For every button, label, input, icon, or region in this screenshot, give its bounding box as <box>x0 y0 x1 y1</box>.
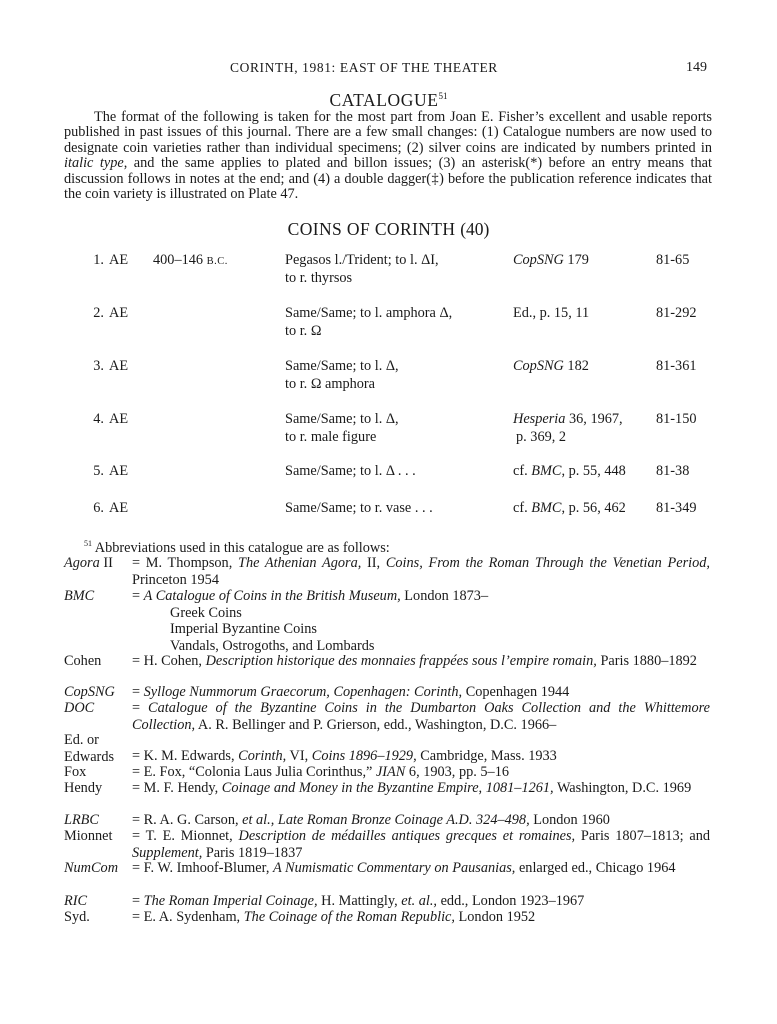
coin-description-line2: to r. thyrsos <box>285 269 353 286</box>
coin-reference: Ed., p. 15, 11 <box>513 305 590 321</box>
intro-text-a: The format of the following is taken for the most part from Joan E. Fisher’s excellent and usable reports published in past issues of this journal. There are a few small changes: (1) Catalogue numbers are now used to designate coin varieties rather than individual specimens; (2) silver coins are indicated by numbers printed in <box>64 109 712 156</box>
def-part: London 1960 <box>529 812 610 828</box>
def-part: = F. W. Imhoof-Blumer, <box>132 860 273 876</box>
coin-reference-italic: CopSNG <box>513 358 564 374</box>
def-part-italic: et. al., <box>401 893 437 909</box>
def-part: = <box>132 700 149 716</box>
footnote-number: 51 <box>84 539 92 548</box>
coin-description: Same/Same; to l. Δ . . . <box>285 463 416 479</box>
coin-number: 1. <box>93 252 104 268</box>
coin-description-line2: to r. male figure <box>285 428 377 445</box>
coins-count: (40) <box>460 219 490 239</box>
sub-item: Greek Coins <box>170 604 242 621</box>
coin-reference-italic: BMC <box>531 463 562 479</box>
def-part-italic: The Athenian Agora, <box>238 555 362 571</box>
abbreviation-definition <box>132 700 710 733</box>
def-part: enlarged ed., Chicago 1964 <box>515 860 676 876</box>
sub-item: Vandals, Ostrogoths, and Lombards <box>170 637 375 654</box>
abbreviation-key: RIC <box>64 893 88 909</box>
def-part-italic: Description de médailles antiques grecques et romaines, <box>238 828 576 844</box>
coin-reference <box>513 500 643 518</box>
abbreviation-key: Mionnet <box>64 828 113 844</box>
def-part: Washington, D.C. 1969 <box>553 780 692 796</box>
def-part: = T. E. Mionnet, <box>132 828 239 844</box>
def-part: = M. Thompson, <box>132 555 238 571</box>
abbreviation-definition <box>132 684 710 701</box>
abbreviation-key <box>64 555 134 572</box>
coin-date <box>153 252 228 271</box>
coin-reference-prefix: cf. <box>513 500 532 516</box>
abbreviation-key: DOC <box>64 700 95 716</box>
footnote-intro-text: Abbreviations used in this catalogue are as follows: <box>92 539 390 556</box>
coin-reference <box>513 411 643 446</box>
coin-number: 2. <box>93 305 104 321</box>
def-part: Cambridge, Mass. 1933 <box>416 748 557 764</box>
def-part: = <box>132 588 144 604</box>
coin-reference-text: , p. 55, 448 <box>561 463 626 479</box>
def-part: edd., London 1923–1967 <box>437 893 585 909</box>
def-part: Paris 1880–1892 <box>596 653 697 669</box>
def-part-italic: Corinth, <box>238 748 287 764</box>
def-part: Copenhagen 1944 <box>462 684 570 700</box>
coin-description <box>285 358 495 393</box>
def-part: = <box>132 893 144 909</box>
coin-description-line1: Pegasos l./Trident; to l. ΔI, <box>285 252 439 268</box>
coin-description <box>285 411 495 446</box>
coin-metal: AE <box>109 500 129 516</box>
abbreviation-key-line1: Ed. or <box>64 732 99 748</box>
coin-metal: AE <box>109 411 129 427</box>
abbreviation-key-line2: Edwards <box>64 748 115 765</box>
coin-reference-text: 182 <box>563 358 589 374</box>
abbreviation-key: Fox <box>64 764 87 780</box>
abbreviation-definition <box>132 764 710 781</box>
coin-description-line1: Same/Same; to l. Δ, <box>285 411 399 427</box>
intro-italic-text: italic type <box>64 155 124 172</box>
abbreviation-definition <box>132 860 710 877</box>
coin-description <box>285 305 495 340</box>
coin-number: 5. <box>93 463 104 479</box>
coin-description <box>285 252 495 287</box>
running-title: CORINTH, 1981: EAST OF THE THEATER <box>230 60 498 75</box>
footnote-mark: 51 <box>438 91 448 102</box>
coins-heading-text: COINS OF CORINTH <box>287 219 456 239</box>
def-part-italic: The Coinage of the Roman Republic, <box>243 909 455 925</box>
abbreviation-definition <box>132 555 710 588</box>
coin-reference-italic: Hesperia <box>513 411 566 427</box>
def-part-italic: Catalogue of the Byzantine Coins in the Dumbarton Oaks Collection and the Whittemore Collection, <box>132 700 710 733</box>
def-part: = E. Fox, “Colonia Laus Julia Corinthus,” <box>132 764 376 780</box>
coin-metal: AE <box>109 305 129 321</box>
catalogue-heading-text: CATALOGUE <box>329 90 439 110</box>
def-part-italic: The Roman Imperial Coinage, <box>143 893 318 909</box>
coins-heading <box>0 219 777 240</box>
def-part-italic: A Catalogue of Coins in the British Museum, <box>143 588 401 604</box>
coin-reference-italic: CopSNG <box>513 252 564 268</box>
sub-item: Imperial Byzantine Coins <box>170 621 317 637</box>
def-part: Princeton 1954 <box>132 571 219 588</box>
coin-reference-text: 36, 1967, <box>565 411 623 427</box>
coin-date-years: 400–146 <box>153 252 204 268</box>
coin-reference-text: , p. 56, 462 <box>561 500 626 516</box>
abbreviation-definition <box>132 588 710 654</box>
def-part-italic: Coinage and Money in the Byzantine Empire, 1081–1261, <box>221 780 554 796</box>
def-part: = K. M. Edwards, <box>132 748 239 764</box>
coin-description-line1: Same/Same; to l. amphora Δ, <box>285 305 453 321</box>
coin-inventory: 81-361 <box>656 358 697 374</box>
abbreviation-key: CopSNG <box>64 684 115 700</box>
coin-number: 3. <box>93 358 104 374</box>
intro-text-b: , and the same applies to plated and billon issues; (3) an asterisk(*) before an entry means that discussion follows in notes at the end; and (4) a double dagger(‡) before the publication reference indicates that the coin variety is illustrated on Plate 47. <box>64 155 712 203</box>
def-part-italic: A Numismatic Commentary on Pausanias, <box>272 860 516 876</box>
def-part-italic: Sylloge Nummorum Graecorum, Copenhagen: Corinth, <box>143 684 463 700</box>
def-part-italic: Description historique des monnaies frappées sous l’empire romain, <box>205 653 597 669</box>
def-part: 6, 1903, pp. 5–16 <box>405 764 509 780</box>
coin-reference <box>513 463 643 481</box>
coin-metal: AE <box>109 252 129 268</box>
def-part: = <box>132 684 144 700</box>
def-part: = E. A. Sydenham, <box>132 909 244 925</box>
abbreviation-key: Hendy <box>64 780 103 796</box>
coin-reference-line2: p. 369, 2 <box>516 428 567 445</box>
coin-metal: AE <box>109 358 129 374</box>
abbreviation-key: LRBC <box>64 812 99 828</box>
def-part: II, <box>361 555 386 571</box>
coin-description-line2: to r. Ω <box>285 322 322 339</box>
catalogue-heading <box>0 90 777 111</box>
abbreviation-definition <box>132 893 710 910</box>
def-part: Paris 1807–1813; and <box>575 828 710 844</box>
intro-paragraph <box>64 110 712 202</box>
def-part: = H. Cohen, <box>132 653 206 669</box>
coin-number: 4. <box>93 411 104 427</box>
def-part: A. R. Bellinger and P. Grierson, edd., Washington, D.C. 1966– <box>195 716 557 733</box>
coin-description: Same/Same; to r. vase . . . <box>285 500 433 516</box>
abbreviation-key: BMC <box>64 588 95 604</box>
coin-reference-text: 179 <box>563 252 589 268</box>
coin-reference-italic: BMC <box>531 500 562 516</box>
def-part: Paris 1819–1837 <box>202 844 303 861</box>
def-part-italic: et al., Late Roman Bronze Coinage A.D. 324–498, <box>242 812 530 828</box>
abbreviation-key: NumCom <box>64 860 119 876</box>
def-part-italic: JIAN <box>375 764 406 780</box>
coin-inventory: 81-38 <box>656 463 690 479</box>
def-part-italic: Supplement, <box>132 844 203 861</box>
def-part-italic: Coins 1896–1929, <box>311 748 417 764</box>
abbreviation-definition <box>132 780 710 797</box>
coin-reference <box>513 358 643 376</box>
def-part-italic: Coins, From the Roman Through the Venetian Period, <box>385 555 710 571</box>
coin-inventory: 81-292 <box>656 305 697 321</box>
coin-number: 6. <box>93 500 104 516</box>
coin-inventory: 81-349 <box>656 500 697 516</box>
coin-description-line2: to r. Ω amphora <box>285 375 376 392</box>
coin-inventory: 81-150 <box>656 411 697 427</box>
abbreviation-definition <box>132 828 710 861</box>
abbreviation-definition <box>132 909 710 926</box>
def-part: = R. A. G. Carson, <box>132 812 243 828</box>
coin-reference-prefix: cf. <box>513 463 532 479</box>
coin-inventory: 81-65 <box>656 252 690 268</box>
coin-reference <box>513 252 643 270</box>
def-part: H. Mattingly, <box>317 893 402 909</box>
abbreviation-definition <box>132 748 710 765</box>
coin-date-era: B.C. <box>206 256 228 267</box>
def-part: London 1952 <box>454 909 536 925</box>
def-part: = M. F. Hendy, <box>132 780 222 796</box>
abbreviation-definition <box>132 812 710 829</box>
abbreviation-key-text: II <box>99 555 113 571</box>
abbreviation-key: Cohen <box>64 653 102 669</box>
def-part: VI, <box>286 748 312 764</box>
page-number: 149 <box>686 60 707 75</box>
abbreviation-key-italic: Agora <box>64 555 100 571</box>
abbreviation-key: Syd. <box>64 909 90 925</box>
def-part: London 1873– <box>400 588 489 604</box>
coin-description-line1: Same/Same; to l. Δ, <box>285 358 399 374</box>
abbreviation-key <box>64 732 134 765</box>
abbreviation-definition <box>132 653 710 670</box>
coin-metal: AE <box>109 463 129 479</box>
